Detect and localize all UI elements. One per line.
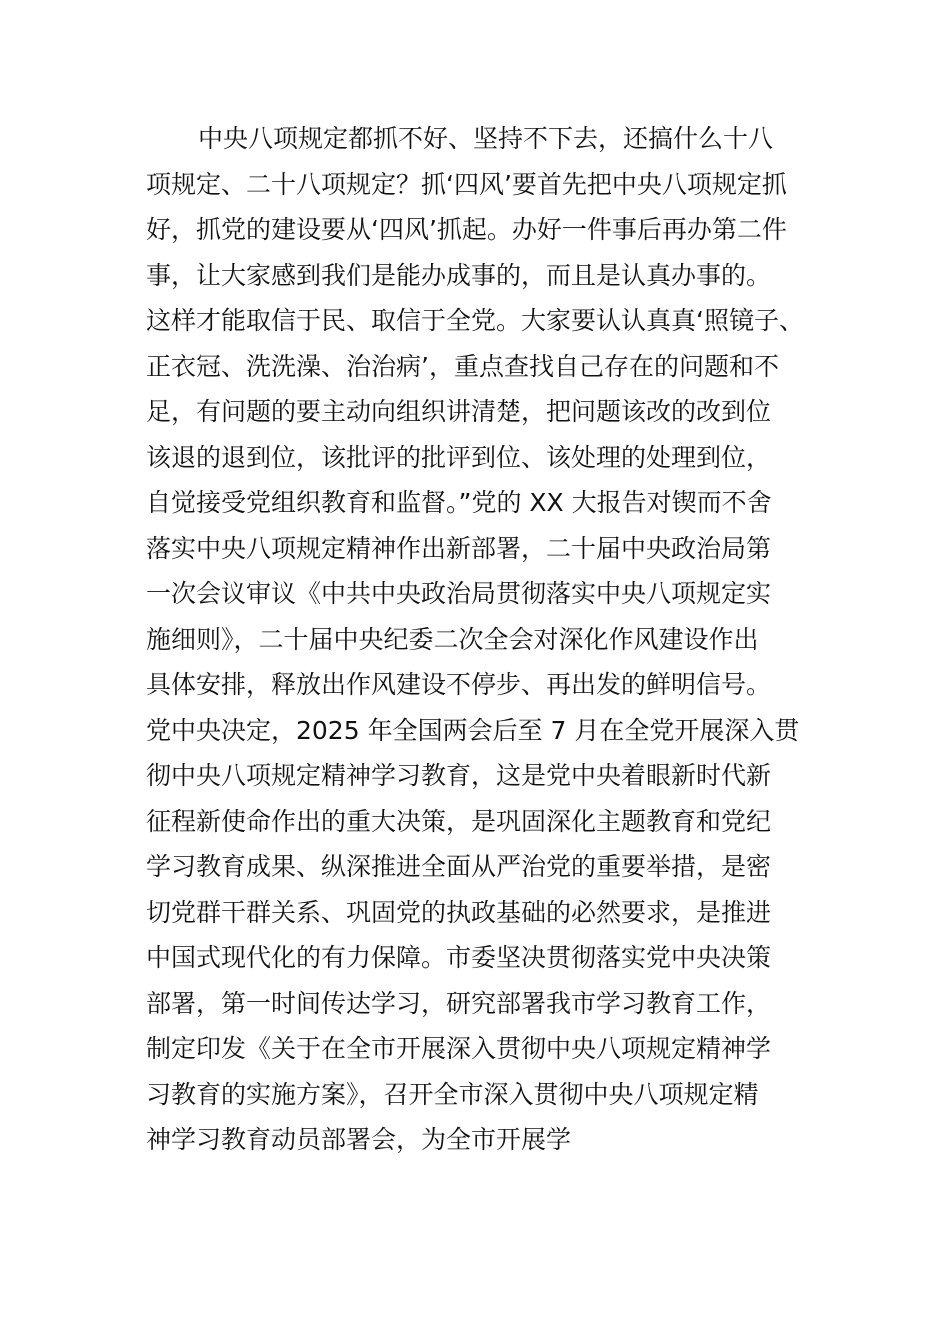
text-line: 自觉接受党组织教育和监督。”党的 XX 大报告对锲而不舍	[146, 488, 772, 517]
text-line: 落实中央八项规定精神作出新部署，二十届中央政治局第	[146, 533, 772, 563]
text-line: 正衣冠、洗洗澡、治治病’，重点查找自己存在的问题和不	[146, 351, 779, 381]
text-line: 神学习教育动员部署会，为全市开展学	[146, 1125, 572, 1154]
text-line: 一次会议审议《中共中央政治局贯彻落实中央八项规定实	[146, 579, 772, 608]
text-line: 党中央决定，2025 年全国两会后至 7 月在全党开展深入贯	[146, 715, 800, 745]
text-line: 部署，第一时间传达学习，研究部署我市学习教育工作，	[146, 988, 772, 1018]
text-line: 学习教育成果、纵深推进全面从严治党的重要举措，是密	[146, 852, 772, 881]
text-line: 事，让大家感到我们是能办成事的，而且是认真办事的。	[146, 260, 772, 290]
text-line: 征程新使命作出的重大决策，是巩固深化主题教育和党纪	[146, 806, 772, 836]
text-line: 制定印发《关于在全市开展深入贯彻中央八项规定精神学	[146, 1034, 772, 1063]
text-line: 项规定、二十八项规定？抓‘四风’要首先把中央八项规定抓	[146, 169, 787, 199]
text-line: 施细则》，二十届中央纪委二次全会对深化作风建设作出	[146, 624, 759, 654]
text-line: 该退的退到位，该批评的批评到位、该处理的处理到位，	[146, 442, 772, 472]
text-line: 彻中央八项规定精神学习教育，这是党中央着眼新时代新	[146, 761, 772, 790]
text-line: 切党群干群关系、巩固党的执政基础的必然要求，是推进	[146, 897, 772, 927]
text-line: 具体安排，释放出作风建设不停步、再出发的鲜明信号。	[146, 670, 772, 699]
text-line: 习教育的实施方案》，召开全市深入贯彻中央八项规定精	[146, 1079, 759, 1109]
text-line: 这样才能取信于民、取信于全党。大家要认认真真‘照镜子、	[146, 306, 804, 335]
text-line: 足，有问题的要主动向组织讲清楚，把问题该改的改到位	[146, 397, 772, 426]
text-line: 中央八项规定都抓不好、坚持不下去，还搞什么十八	[198, 124, 774, 153]
body-paragraph	[146, 116, 826, 1163]
text-line: 中国式现代化的有力保障。市委坚决贯彻落实党中央决策	[146, 943, 772, 972]
text-line: 好，抓党的建设要从‘四风’抓起。办好一件事后再办第二件	[146, 215, 787, 244]
